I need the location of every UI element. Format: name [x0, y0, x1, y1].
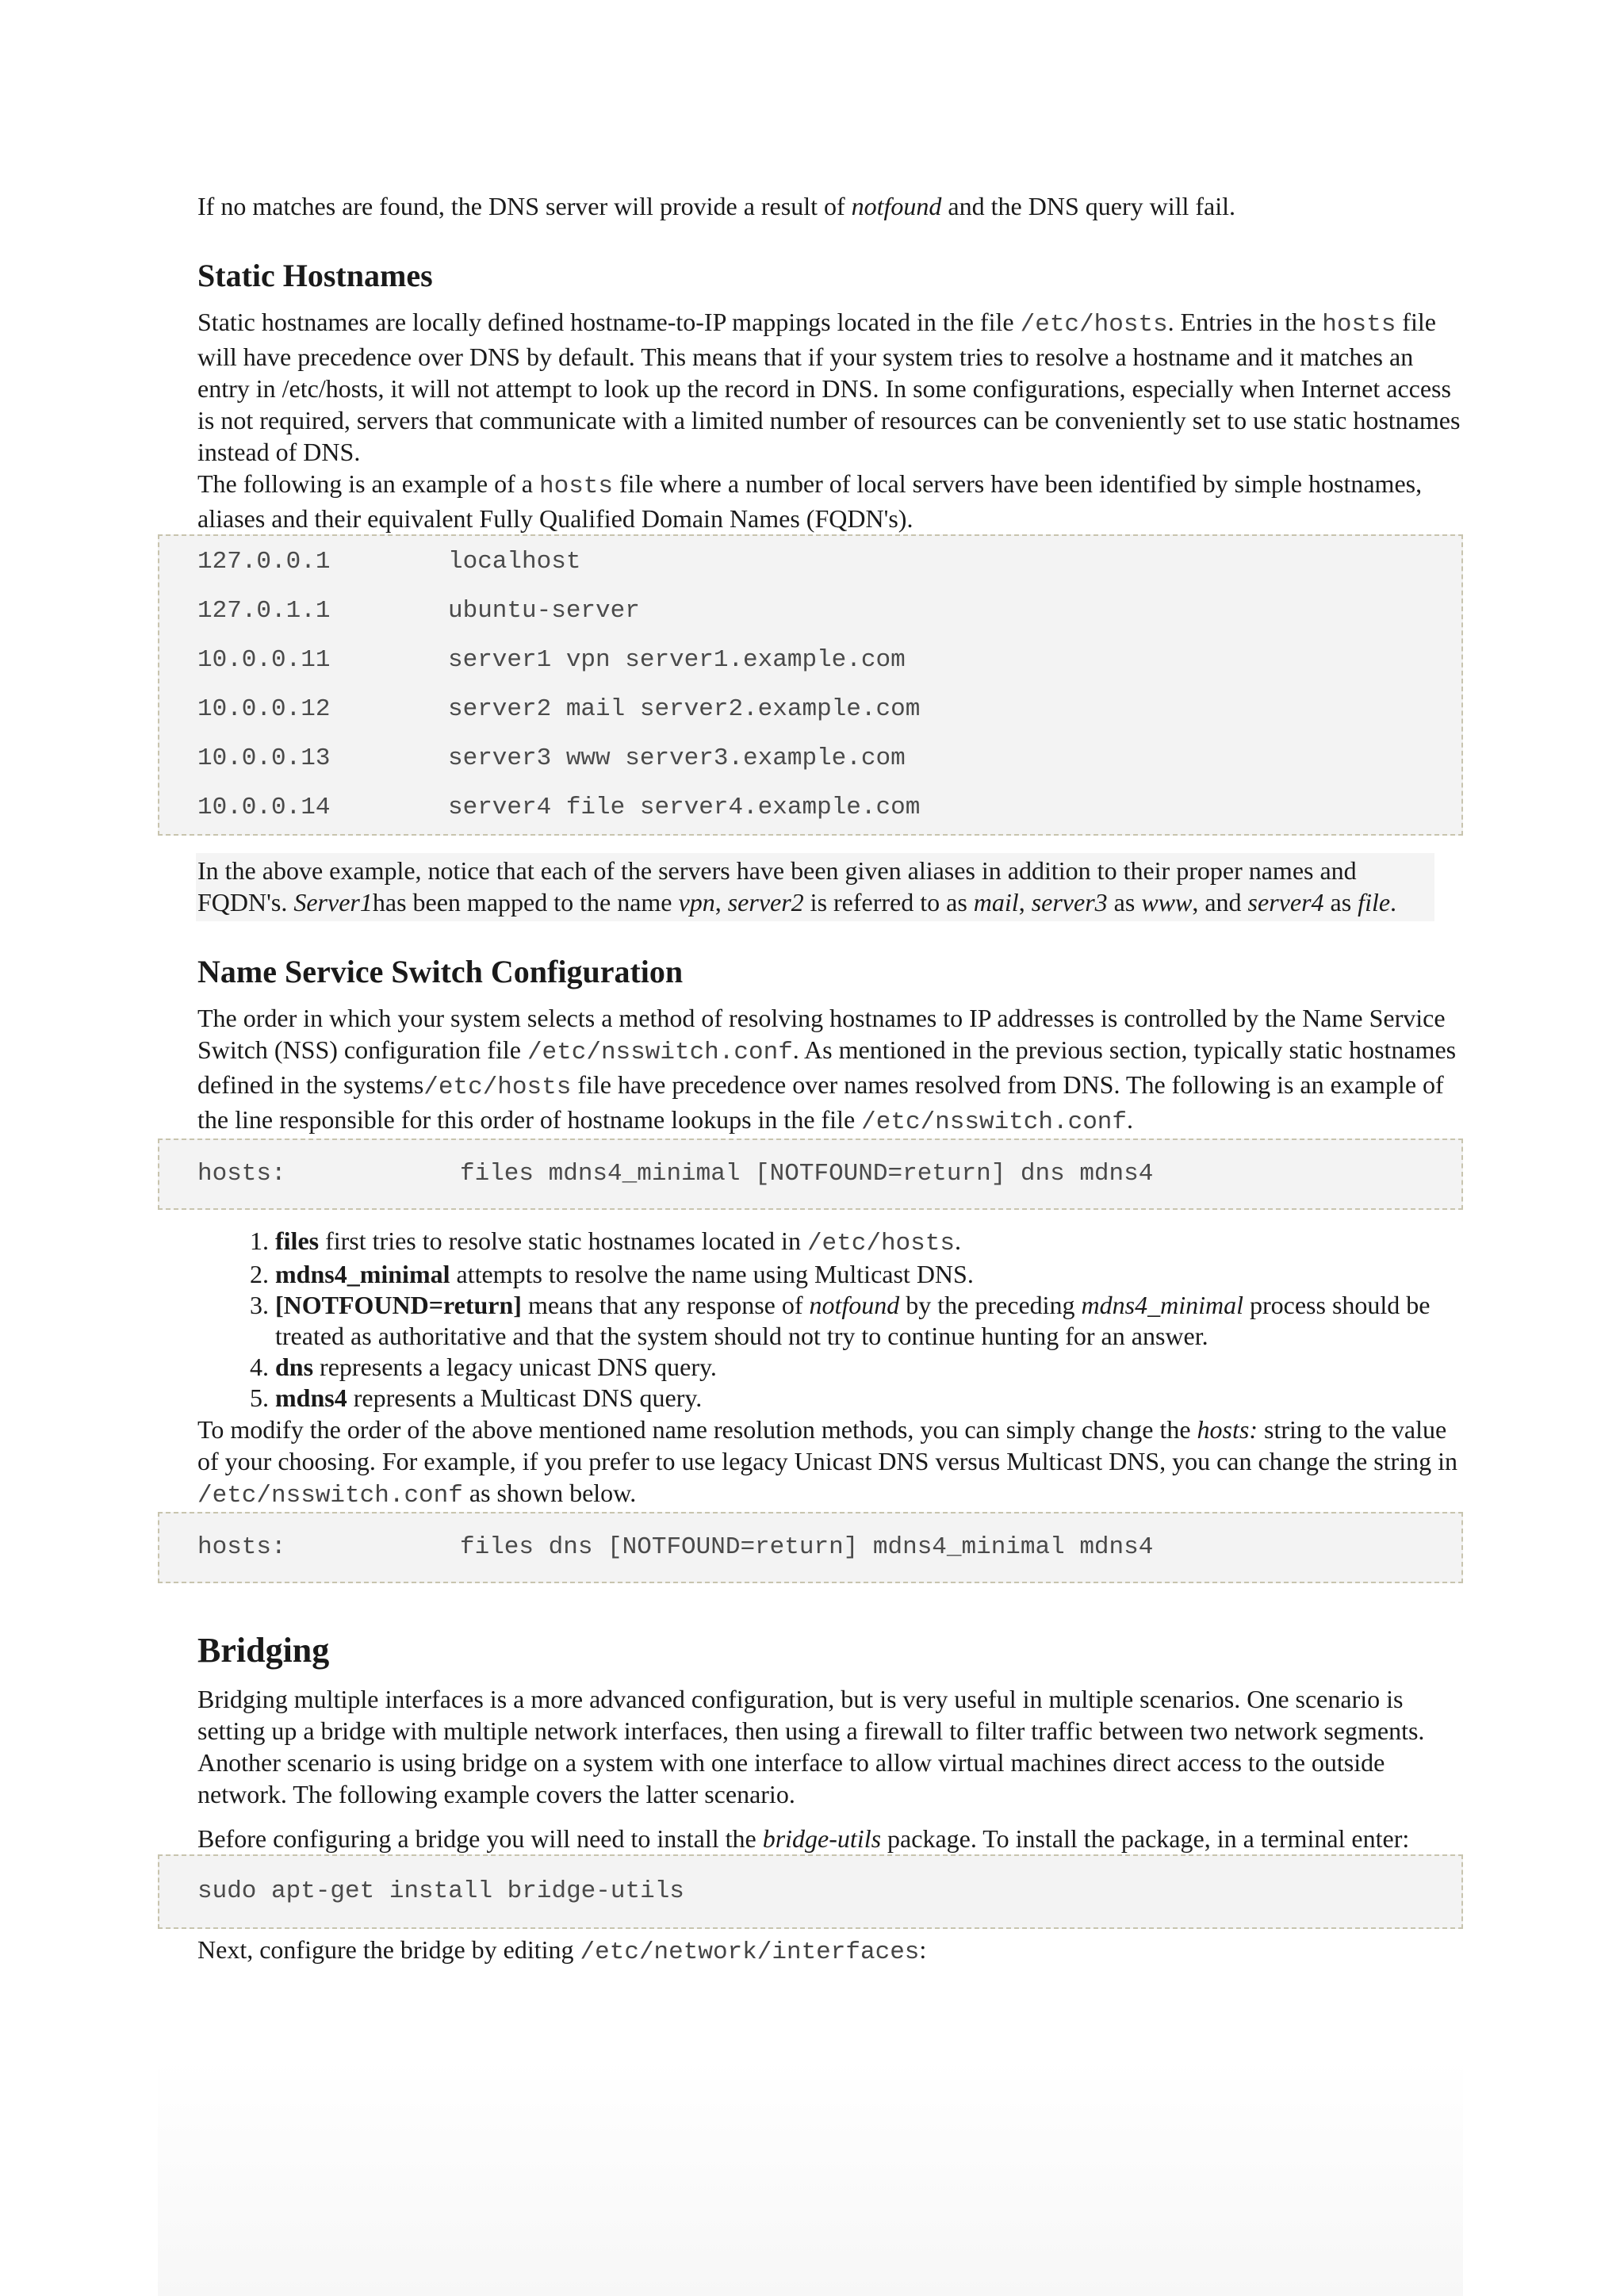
nsswitch-code-block-1 [158, 1138, 1463, 1210]
hosts-example-note: In the above example, notice that each of the servers have been given aliases in addition to their proper names and FQDN's. Server1has been mapped to the name vpn, server2 is referred to as mail, server3 as www, and server4 as file. [196, 853, 1434, 921]
nsswitch-code-block-2 [158, 1512, 1463, 1583]
list-item: 2. mdns4_minimal attempts to resolve the name using Multicast DNS. [275, 1259, 1466, 1290]
document-page [197, 190, 1466, 1969]
page-bottom-shade [158, 2058, 1463, 2296]
hosts-line: 10.0.0.14 server4 file server4.example.com [197, 794, 921, 821]
hosts-line: 127.0.1.1 ubuntu-server [197, 597, 640, 625]
bridging-paragraph-3: Next, configure the bridge by editing /etc/network/interfaces: [197, 1935, 927, 1966]
list-item: 3. [NOTFOUND=return] means that any response of notfound by the preceding mdns4_minimal process should be treated as authoritative and that the system should not try to continue hunting for an answer. [275, 1290, 1466, 1352]
hosts-line: 10.0.0.12 server2 mail server2.example.com [197, 695, 921, 723]
nsswitch-line: hosts: files mdns4_minimal [NOTFOUND=return] dns mdns4 [197, 1160, 1154, 1188]
bridging-paragraph-1: Bridging multiple interfaces is a more advanced configuration, but is very useful in multiple scenarios. One scenario is setting up a bridge with multiple network interfaces, then using a firewall to filter traffic between two network segments. Another scenario is using bridge on a system with one interface to allow virtual machines direct access to the outside network. The following example covers the latter scenario. [197, 1685, 1425, 1808]
bridging-paragraph-2: Before configuring a bridge you will need to install the bridge-utils package. To install the package, in a terminal enter: [197, 1824, 1410, 1853]
intro-paragraph: If no matches are found, the DNS server will provide a result of notfound and the DNS query will fail. [197, 192, 1236, 220]
install-command: sudo apt-get install bridge-utils [197, 1877, 684, 1905]
heading-bridging: Bridging [197, 1631, 330, 1670]
static-paragraph-2: The following is an example of a hosts file where a number of local servers have been identified by simple hostnames, aliases and their equivalent Fully Qualified Domain Names (FQDN's). [197, 469, 1423, 533]
hosts-line: 10.0.0.13 server3 www server3.example.com [197, 744, 906, 772]
nsswitch-option-list [197, 1226, 1466, 1414]
static-paragraph-1: Static hostnames are locally defined hostname-to-IP mappings located in the file /etc/hosts. Entries in the hosts file will have precedence over DNS by default. This means that if your system tries to resolve a hostname and it matches an entry in /etc/hosts, it will not attempt to look up the record in DNS. In some configurations, especially when Internet access is not required, servers that communicate with a limited number of resources can be conveniently set to use static hostnames instead of DNS. [197, 308, 1461, 466]
nss-paragraph-2: To modify the order of the above mentioned name resolution methods, you can simply change the hosts: string to the value of your choosing. For example, if you prefer to use legacy Unicast DNS versus Multicast DNS, you can change the string in /etc/nsswitch.conf as shown below. [197, 1415, 1457, 1510]
heading-nss: Name Service Switch Configuration [197, 954, 684, 989]
hosts-line: 127.0.0.1 localhost [197, 548, 581, 576]
nss-paragraph-1: The order in which your system selects a method of resolving hostnames to IP addresses is controlled by the Name Service Switch (NSS) configuration file /etc/nsswitch.conf. As mentioned in the previous section, typically static hostnames defined in the systems/etc/hosts file have precedence over names resolved from DNS. The following is an example of the line responsible for this order of hostname lookups in the file /etc/nsswitch.conf. [197, 1004, 1457, 1136]
install-code-block [158, 1854, 1463, 1929]
hosts-line: 10.0.0.11 server1 vpn server1.example.com [197, 646, 906, 674]
list-item: 1. files first tries to resolve static hostnames located in /etc/hosts. [275, 1226, 1466, 1259]
list-item: 5. mdns4 represents a Multicast DNS query. [275, 1383, 1466, 1414]
list-item: 4. dns represents a legacy unicast DNS query. [275, 1352, 1466, 1383]
nsswitch-line: hosts: files dns [NOTFOUND=return] mdns4_minimal mdns4 [197, 1533, 1154, 1561]
heading-static-hostnames: Static Hostnames [197, 258, 433, 293]
hosts-file-code-block [158, 534, 1463, 836]
